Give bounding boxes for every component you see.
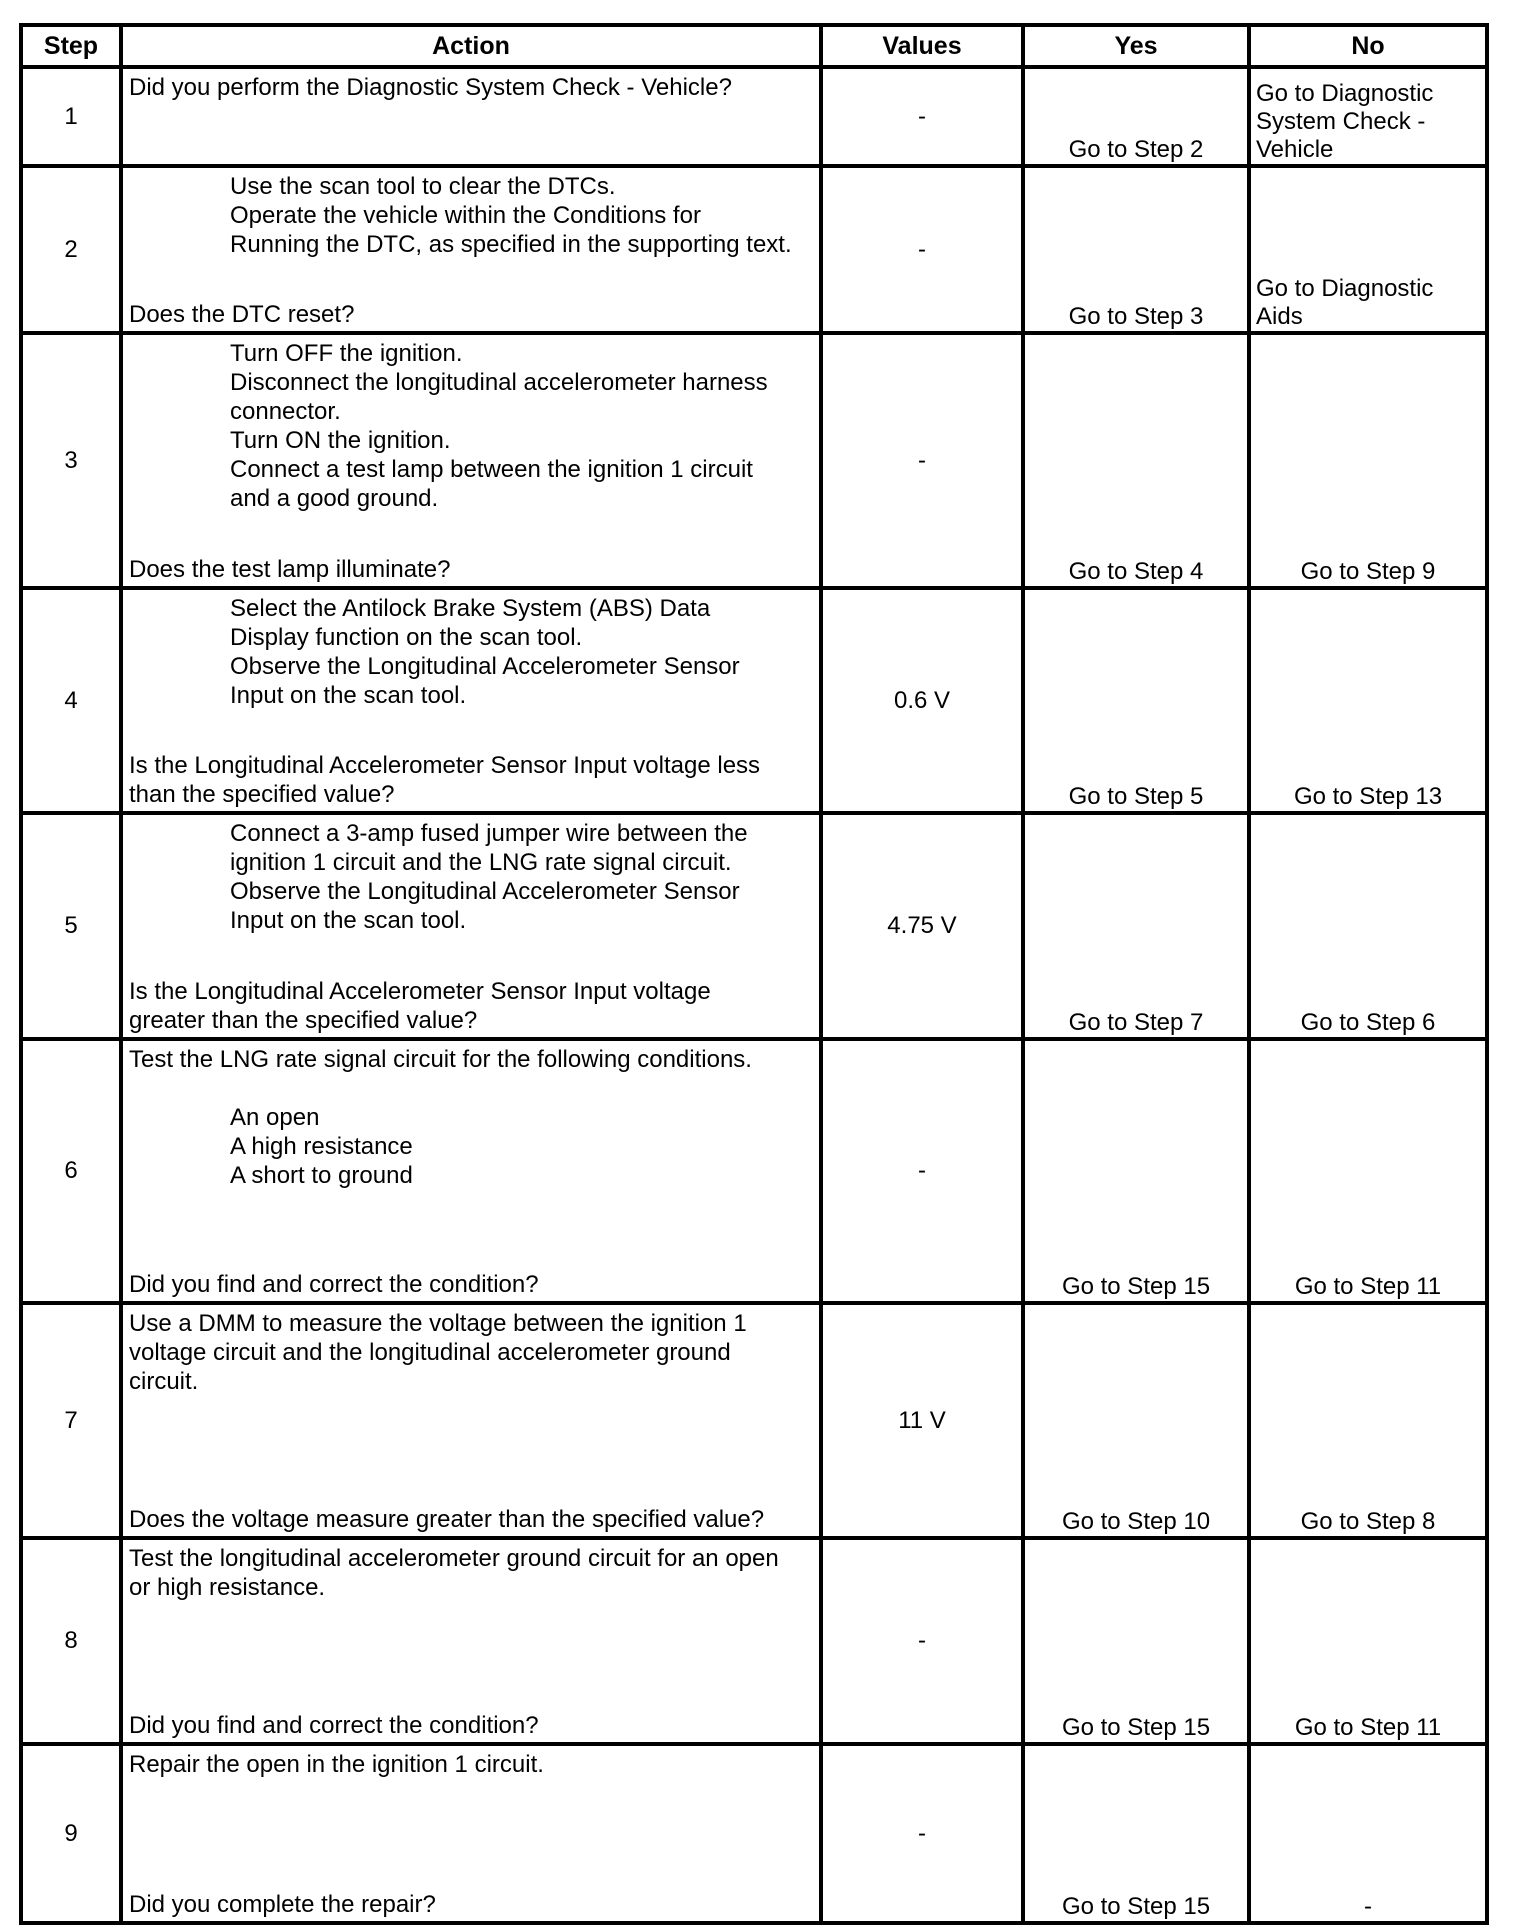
no-cell (1249, 67, 1487, 166)
step-number: 6 (21, 1039, 121, 1303)
step-number: 8 (21, 1538, 121, 1744)
header-values: Values (821, 25, 1023, 67)
yes-cell: Go to Step 15 (1023, 1039, 1249, 1303)
action-step-line: Observe the Longitudinal Accelerometer Sensor (230, 653, 740, 680)
action-cell (121, 588, 821, 813)
action-step-line: Disconnect the longitudinal accelerometer harness (230, 369, 768, 396)
action-text: Repair the open in the ignition 1 circuit. (129, 1751, 544, 1778)
step-number: 3 (21, 333, 121, 588)
action-question: Does the voltage measure greater than the specified value? (129, 1506, 765, 1533)
value-cell: 4.75 V (821, 813, 1023, 1039)
no-cell: Go to Step 6 (1249, 813, 1487, 1039)
action-question: Did you complete the repair? (129, 1891, 436, 1918)
step-number: 7 (21, 1303, 121, 1538)
action-question: than the specified value? (129, 781, 395, 808)
yes-cell: Go to Step 15 (1023, 1744, 1249, 1923)
action-step-line: Connect a test lamp between the ignition 1 circuit (230, 456, 753, 483)
action-question: Did you find and correct the condition? (129, 1712, 539, 1739)
spacer (129, 1074, 813, 1103)
action-text: or high resistance. (129, 1574, 326, 1601)
action-step-line: Input on the scan tool. (230, 682, 467, 709)
yes-cell: Go to Step 5 (1023, 588, 1249, 813)
action-step-line: Select the Antilock Brake System (ABS) Data (230, 595, 711, 622)
header-action: Action (121, 25, 821, 67)
action-question: Does the DTC reset? (129, 301, 355, 328)
action-cell (121, 67, 821, 166)
action-step-line: Connect a 3-amp fused jumper wire between the (230, 820, 748, 847)
action-text: Test the LNG rate signal circuit for the following conditions. (129, 1046, 752, 1073)
yes-cell: Go to Step 3 (1023, 166, 1249, 333)
value-cell: - (821, 1538, 1023, 1744)
action-step-line: connector. (230, 398, 341, 425)
action-cell (121, 166, 821, 333)
action-cell (121, 1744, 821, 1923)
no-cell: Go to Step 13 (1249, 588, 1487, 813)
table-row (21, 1303, 1487, 1538)
table-row (21, 813, 1487, 1039)
value-cell: - (821, 1039, 1023, 1303)
action-cell (121, 333, 821, 588)
no-cell: Go to Step 11 (1249, 1039, 1487, 1303)
header-step: Step (21, 25, 121, 67)
value-cell: - (821, 333, 1023, 588)
action-question: greater than the specified value? (129, 1007, 478, 1034)
action-text: circuit. (129, 1368, 199, 1395)
action-step-line: Use the scan tool to clear the DTCs. (230, 173, 616, 200)
yes-cell: Go to Step 4 (1023, 333, 1249, 588)
yes-cell: Go to Step 15 (1023, 1538, 1249, 1744)
action-question: Is the Longitudinal Accelerometer Sensor Input voltage less (129, 752, 761, 779)
action-step-line: Operate the vehicle within the Conditions for (230, 202, 701, 229)
action-step-line: A short to ground (230, 1162, 413, 1189)
action-question: Does the test lamp illuminate? (129, 556, 451, 583)
action-question: Did you find and correct the condition? (129, 1271, 539, 1298)
no-cell: Go to Step 11 (1249, 1538, 1487, 1744)
table-row (21, 588, 1487, 813)
diagnostic-table (19, 23, 1489, 1925)
header-no: No (1249, 25, 1487, 67)
step-number: 4 (21, 588, 121, 813)
no-cell: Go to Step 9 (1249, 333, 1487, 588)
table-row (21, 333, 1487, 588)
action-question: Is the Longitudinal Accelerometer Sensor Input voltage (129, 978, 711, 1005)
step-number: 5 (21, 813, 121, 1039)
action-cell (121, 1303, 821, 1538)
no-cell (1249, 166, 1487, 333)
yes-cell: Go to Step 10 (1023, 1303, 1249, 1538)
step-number: 2 (21, 166, 121, 333)
value-cell: 11 V (821, 1303, 1023, 1538)
no-cell: - (1249, 1744, 1487, 1923)
action-step-line: ignition 1 circuit and the LNG rate signal circuit. (230, 849, 732, 876)
action-step-line: Turn ON the ignition. (230, 427, 451, 454)
action-step-line: Input on the scan tool. (230, 907, 467, 934)
action-text: voltage circuit and the longitudinal accelerometer ground (129, 1339, 731, 1366)
no-line: System Check - (1256, 108, 1426, 135)
action-text: Did you perform the Diagnostic System Check - Vehicle? (129, 74, 732, 101)
action-text: Test the longitudinal accelerometer ground circuit for an open (129, 1545, 779, 1572)
no-line: Vehicle (1256, 136, 1334, 163)
no-line: Go to Diagnostic (1256, 275, 1434, 302)
header-yes: Yes (1023, 25, 1249, 67)
value-cell: - (821, 67, 1023, 166)
step-number: 1 (21, 67, 121, 166)
value-cell: - (821, 166, 1023, 333)
value-cell: 0.6 V (821, 588, 1023, 813)
action-step-line: Display function on the scan tool. (230, 624, 583, 651)
no-cell: Go to Step 8 (1249, 1303, 1487, 1538)
action-text: Use a DMM to measure the voltage between the ignition 1 (129, 1310, 747, 1337)
yes-cell: Go to Step 7 (1023, 813, 1249, 1039)
action-step-line: Turn OFF the ignition. (230, 340, 463, 367)
action-cell (121, 1039, 821, 1303)
value-cell: - (821, 1744, 1023, 1923)
action-step-line: and a good ground. (230, 485, 439, 512)
action-step-line: A high resistance (230, 1133, 413, 1160)
action-cell (121, 1538, 821, 1744)
no-line: Go to Diagnostic (1256, 80, 1434, 107)
header-row (21, 25, 1487, 67)
table-row (21, 166, 1487, 333)
no-line: Aids (1256, 303, 1303, 330)
table-row (21, 1744, 1487, 1923)
table-row (21, 1538, 1487, 1744)
action-step-line: Running the DTC, as specified in the supporting text. (230, 231, 792, 258)
table-row (21, 1039, 1487, 1303)
step-number: 9 (21, 1744, 121, 1923)
action-step-line: An open (230, 1104, 320, 1131)
action-step-line: Observe the Longitudinal Accelerometer Sensor (230, 878, 740, 905)
action-cell (121, 813, 821, 1039)
table-row (21, 67, 1487, 166)
yes-cell: Go to Step 2 (1023, 67, 1249, 166)
